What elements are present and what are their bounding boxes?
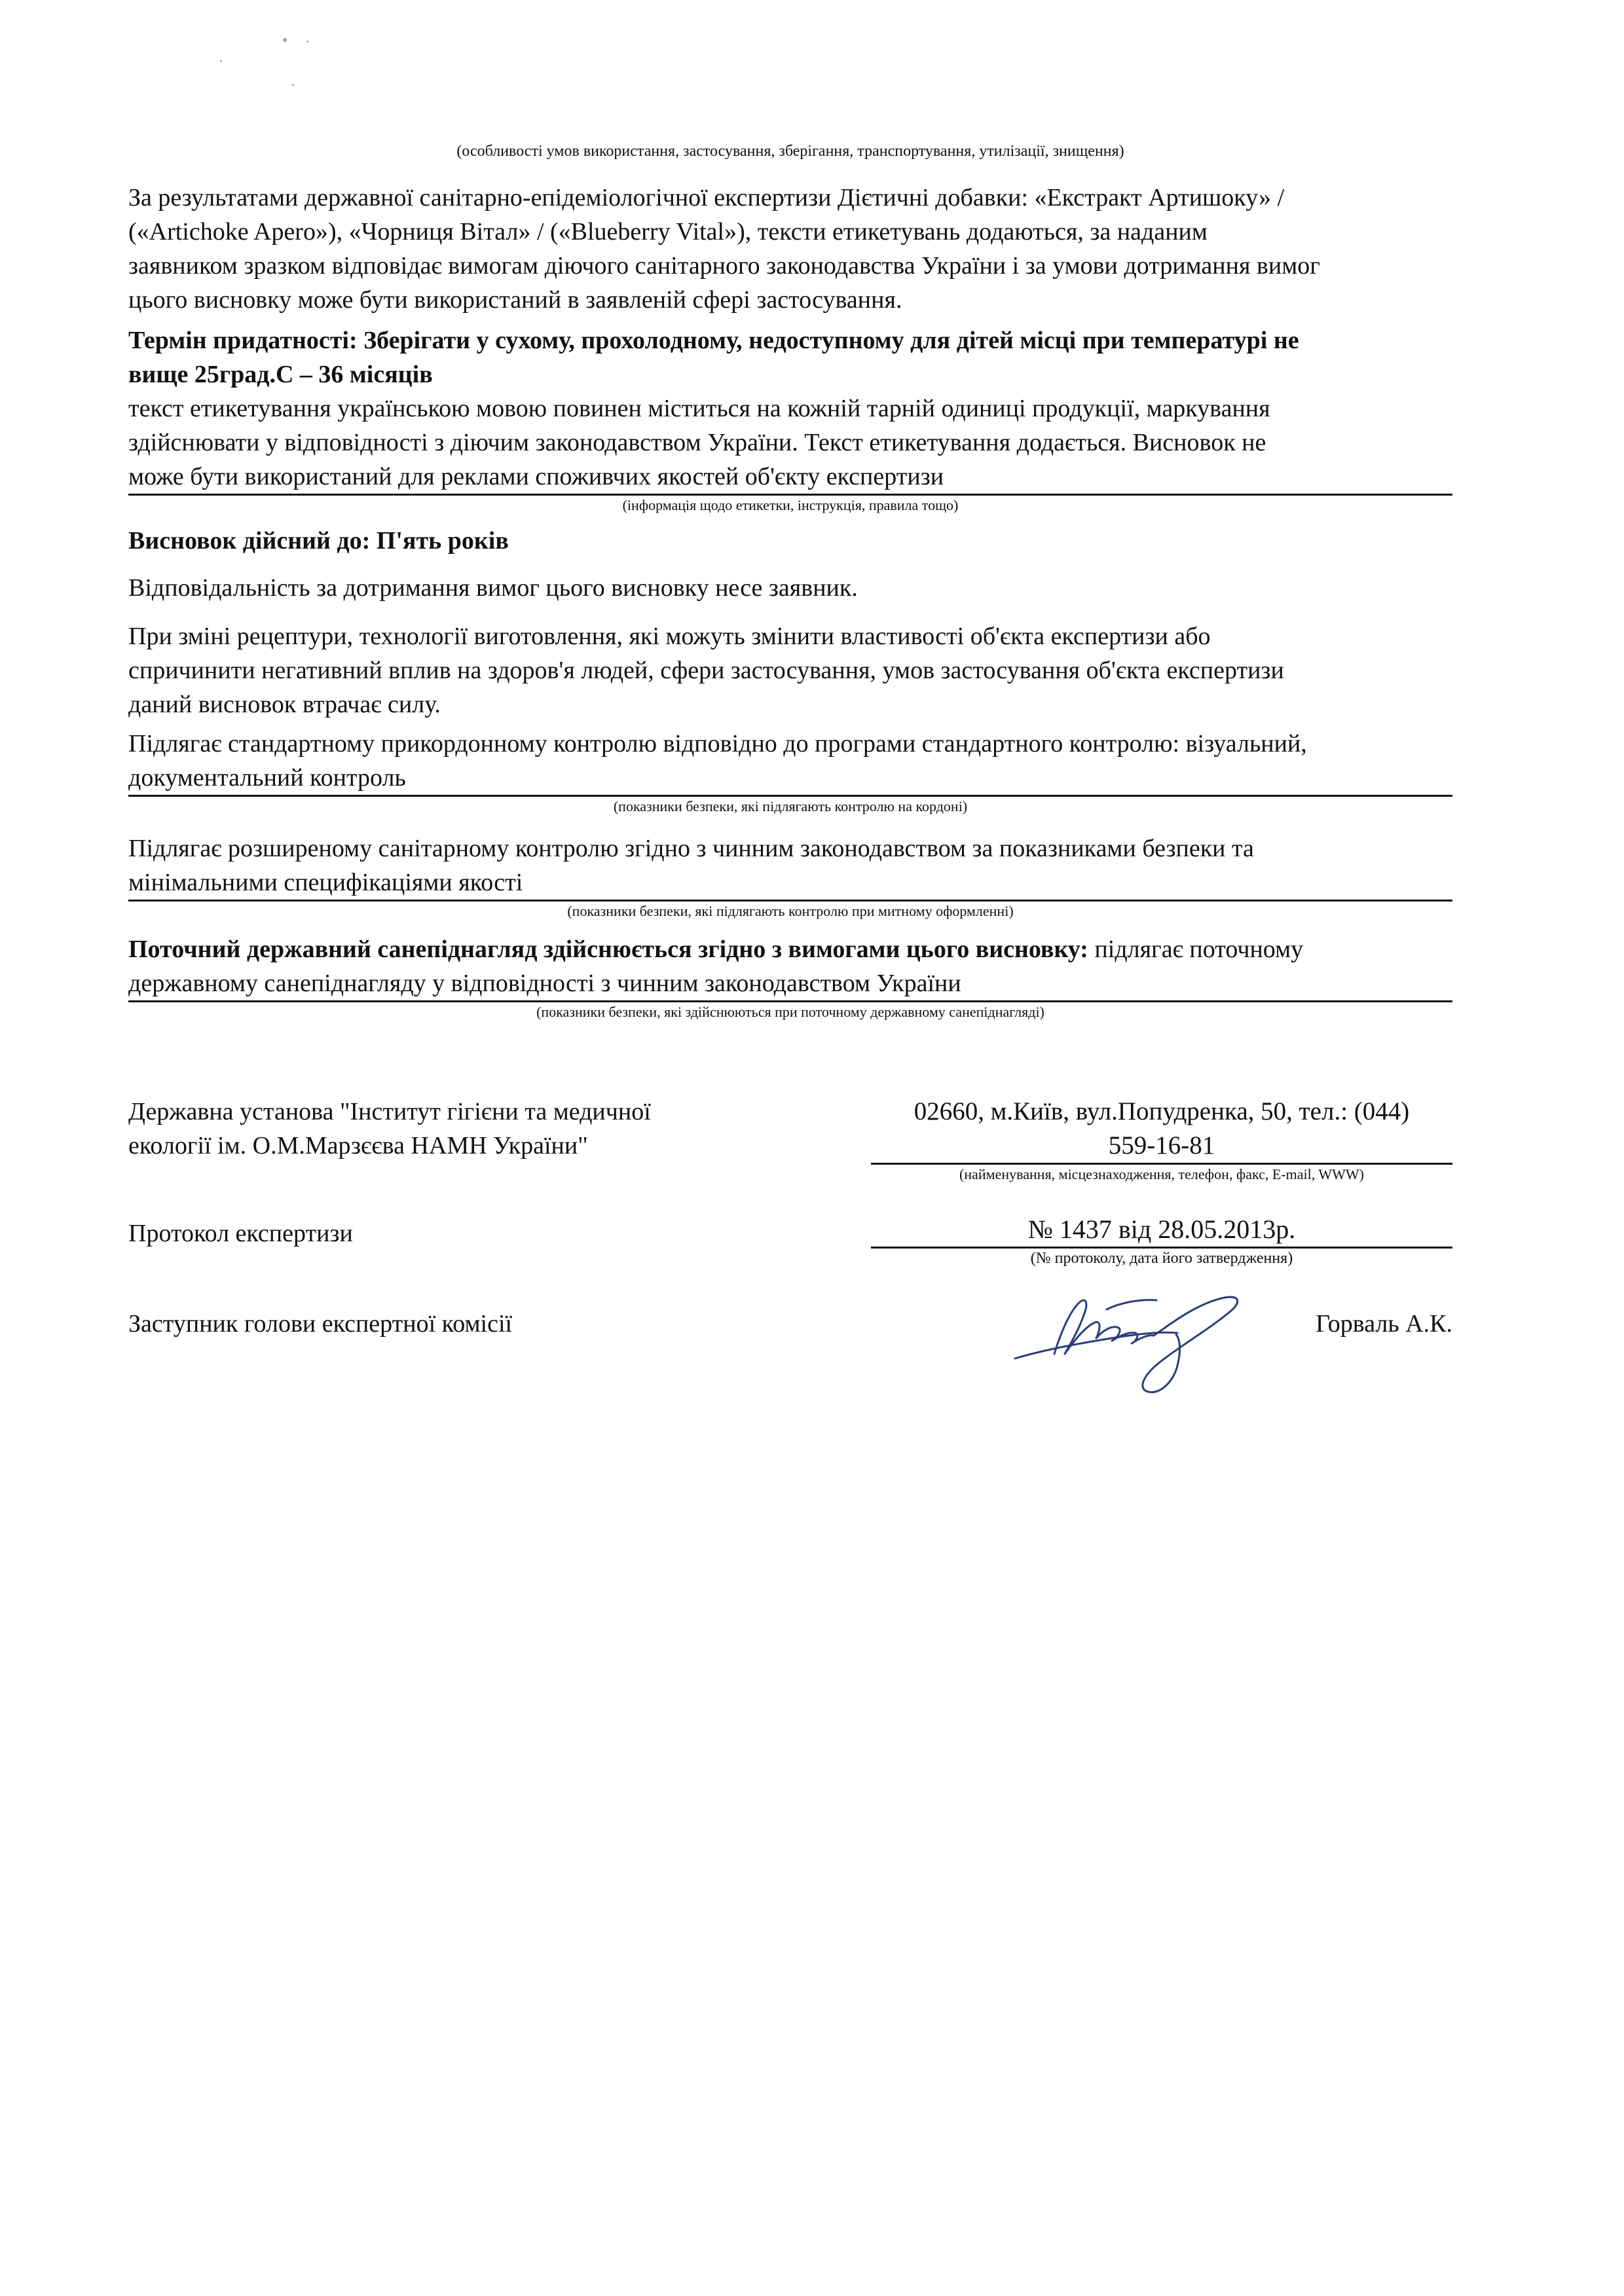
protocol-label: Протокол експертизи xyxy=(128,1220,353,1247)
protocol-number: № 1437 від 28.05.2013р. xyxy=(1027,1214,1296,1244)
text-line: Підлягає розширеному санітарному контролю згідно з чинним законодавством за показниками безпеки та xyxy=(128,835,1254,862)
border-control-section xyxy=(128,727,1452,816)
responsibility-text: Відповідальність за дотримання вимог цього висновку несе заявник. xyxy=(128,574,858,602)
institution-caption: (найменування, місцезнаходження, телефон, факс, E-mail, WWW) xyxy=(959,1166,1364,1182)
sanitary-control-section xyxy=(128,831,1452,921)
text-line: спричинити негативний вплив на здоров'я людей, сфери застосування, умов застосування об'єкта експертизи xyxy=(128,657,1284,684)
text-line: може бути використаний для реклами споживчих якостей об'єкту експертизи xyxy=(128,463,944,490)
responsibility-section xyxy=(128,571,1452,605)
validity-section xyxy=(128,524,1452,558)
institution-name xyxy=(128,1095,783,1163)
text-line: Державна установа "Інститут гігієни та медичної xyxy=(128,1098,651,1125)
text-line: 559-16-81 xyxy=(1108,1131,1215,1159)
text-line: При зміні рецептури, технології виготовлення, які можуть змінити властивості об'єкта експертизи або xyxy=(128,623,1211,650)
text-line xyxy=(128,932,1452,966)
text-line: За результатами державної санітарно-епідеміологічної експертизи Дієтичні добавки: «Екстракт Артишоку» / xyxy=(128,184,1285,211)
text-line: текст етикетування українською мовою повинен міститься на кожній тарній одиниці продукції, маркування xyxy=(128,395,1270,422)
text-line: («Artichoke Apero»), «Чорниця Вітал» / («Blueberry Vital»), тексти етикетувань додаються, за наданим xyxy=(128,218,1208,246)
shelf-life-heading: вище 25град.С – 36 місяців xyxy=(128,361,433,388)
text-line: екології ім. О.М.Марзєєва НАМН України" xyxy=(128,1132,588,1159)
shelf-life-section xyxy=(128,323,1452,515)
validity-text: Висновок дійсний до: П'ять років xyxy=(128,527,509,555)
supervision-heading: Поточний державний санепіднагляд здійснюється згідно з вимогами цього висновку: xyxy=(128,936,1088,963)
protocol-caption: (№ протоколу, дата його затвердження) xyxy=(1030,1250,1293,1267)
protocol-value-block xyxy=(871,1212,1452,1268)
shelf-life-heading: Термін придатності: Зберігати у сухому, прохолодному, недоступному для дітей місці при температурі не xyxy=(128,327,1299,354)
signatory-title-block xyxy=(128,1307,783,1341)
customs-control-caption: (показники безпеки, які підлягають контролю при митному оформленні) xyxy=(567,903,1014,919)
text-line: документальний контроль xyxy=(128,764,406,792)
protocol-label-block xyxy=(128,1216,718,1250)
expertise-results-paragraph xyxy=(128,181,1452,317)
institution-address xyxy=(871,1095,1452,1184)
text-line: 02660, м.Київ, вул.Попудренка, 50, тел.: (044) xyxy=(913,1097,1410,1125)
text-line: мінімальними специфікаціями якості xyxy=(128,869,523,896)
supervision-caption: (показники безпеки, які здійснюються при поточному державному санепіднагляді) xyxy=(536,1004,1044,1020)
text-line: цього висновку може бути використаний в заявленій сфері застосування. xyxy=(128,286,902,314)
supervision-text: підлягає поточному xyxy=(1088,936,1304,963)
supervision-section xyxy=(128,932,1452,1022)
text-line: здійснювати у відповідності з діючим законодавством України. Текст етикетування додається. Висновок не xyxy=(128,429,1266,456)
text-line: Підлягає стандартному прикордонному контролю відповідно до програми стандартного контролю: візуальний, xyxy=(128,730,1307,757)
label-info-caption: (інформація щодо етикетки, інструкція, правила тощо) xyxy=(622,497,959,513)
handwritten-signature xyxy=(1008,1270,1270,1394)
signatory-name-block xyxy=(1244,1307,1452,1341)
text-line: заявником зразком відповідає вимогам діючого санітарного законодавства України і за умови дотримання вимог xyxy=(128,252,1320,280)
text-line: даний висновок втрачає силу. xyxy=(128,691,441,718)
recipe-change-section xyxy=(128,619,1452,721)
signatory-name: Горваль А.К. xyxy=(1316,1310,1452,1338)
text-line: державному санепіднагляду у відповідності з чинним законодавством України xyxy=(128,970,961,997)
signatory-title: Заступник голови експертної комісії xyxy=(128,1310,513,1338)
border-control-caption: (показники безпеки, які підлягають контролю на кордоні) xyxy=(613,798,968,814)
usage-conditions-caption: (особливості умов використання, застосування, зберігання, транспортування, утилізації, знищення) xyxy=(456,143,1124,160)
